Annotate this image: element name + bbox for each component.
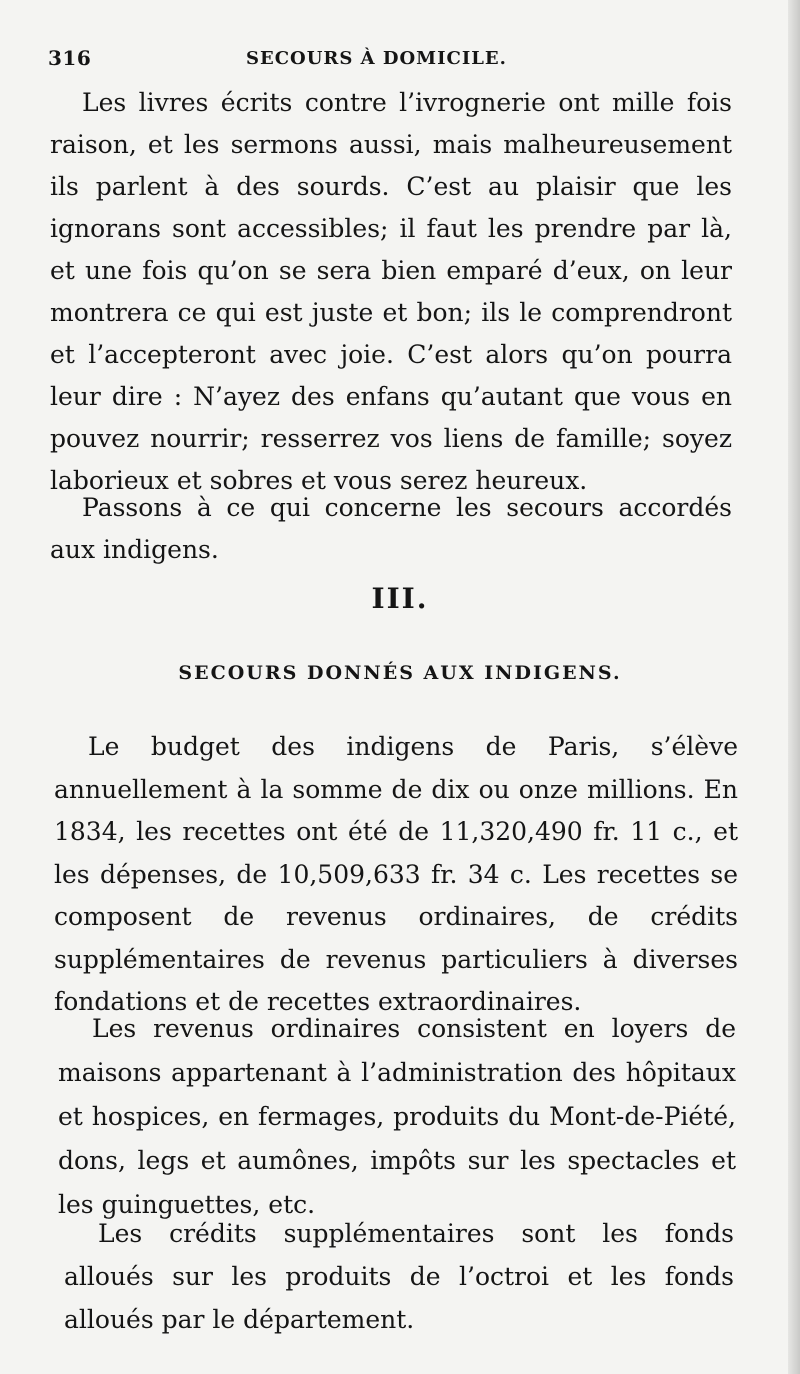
paragraph-ordinary-revenues: Les revenus ordinaires consistent en loyers de maisons appartenant à l’administration des hôpitaux et hospices, en fermages, produits du Mont-de-Piété, dons, legs et aumônes, impôts sur les spectacles et les guinguettes, etc.	[58, 1014, 736, 1219]
paragraph-transition: Passons à ce qui concerne les secours accordés aux indigens.	[50, 493, 732, 564]
page-edge-shadow	[788, 0, 800, 1374]
section-number: III.	[371, 582, 429, 615]
page-header	[48, 40, 748, 80]
paragraph-budget: Le budget des indigens de Paris, s’élève annuellement à la somme de dix ou onze millions. En 1834, les recettes ont été de 11,320,490 fr. 11 c., et les dépenses, de 10,509,633 fr. 34 c. Les recettes se composent de revenus ordinaires, de crédits supplémentaires de revenus particuliers à diverses fondations et de recettes extraordinaires.	[54, 732, 738, 1016]
paragraph-supplementary-credits: Les crédits supplémentaires sont les fonds alloués sur les produits de l’octroi et les fonds alloués par le département.	[64, 1219, 734, 1334]
paragraph-intemperance: Les livres écrits contre l’ivrognerie ont mille fois raison, et les sermons aussi, mais malheureusement ils parlent à des sourds. C’est au plaisir que les ignorans sont accessibles; il faut les prendre par là, et une fois qu’on se sera bien emparé d’eux, on leur montrera ce qui est juste et bon; ils le comprendront et l’accepteront avec joie. C’est alors qu’on pourra leur dire : N’ayez des enfans qu’autant que vous en pouvez nourrir; resserrez vos liens de famille; soyez laborieux et sobres et vous serez heureux.	[50, 88, 732, 495]
page-number: 316	[48, 46, 92, 70]
running-head: SECOURS À DOMICILE.	[246, 48, 507, 69]
section-title: SECOURS DONNÉS AUX INDIGENS.	[178, 662, 622, 684]
